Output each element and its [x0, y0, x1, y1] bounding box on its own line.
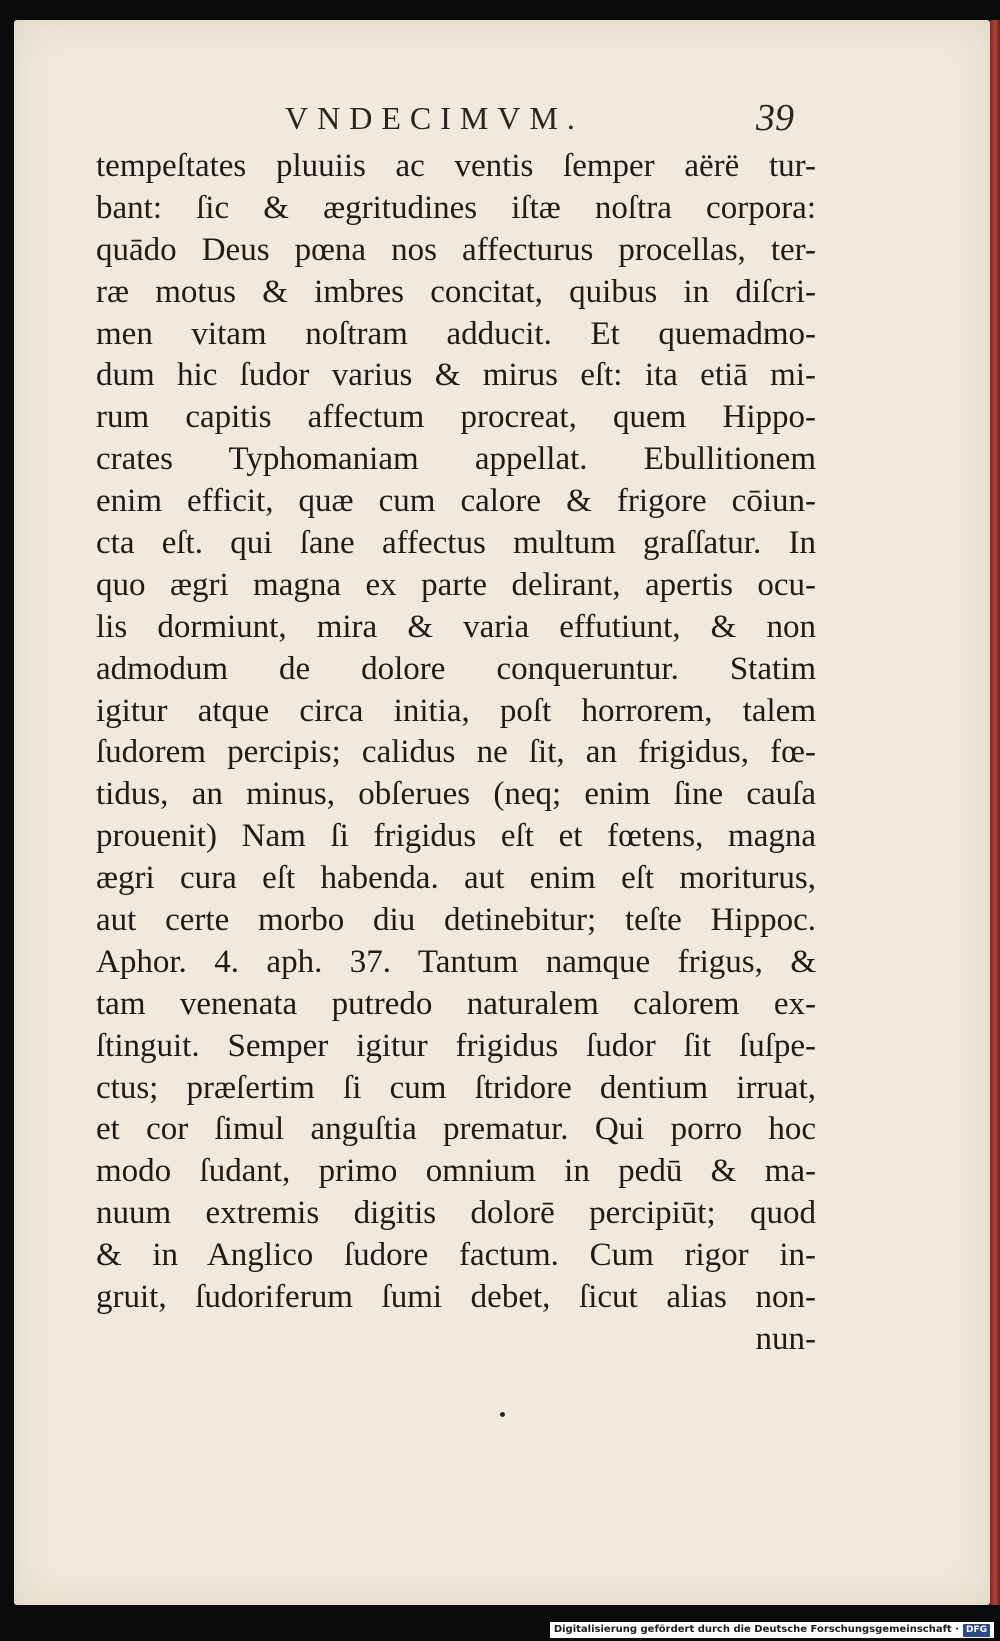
text-line: rum capitis affectum procreat, quem Hippo-: [96, 399, 816, 436]
footer-text: Digitalisierung gefördert durch die Deutsche Forschungsgemeinschaft ·: [553, 1624, 959, 1635]
text-line: et cor ſimul anguſtia prematur. Qui porro hoc: [96, 1111, 816, 1148]
text-line: igitur atque circa initia, poſt horrorem, talem: [96, 692, 816, 729]
text-line: ſtinguit. Semper igitur frigidus ſudor ſit ſuſpe-: [96, 1027, 816, 1064]
text-line: Aphor. 4. aph. 37. Tantum namque frigus, &: [96, 943, 816, 980]
text-line: lis dormiunt, mira & varia effutiunt, & non: [96, 608, 816, 645]
text-line: ægri cura eſt habenda. aut enim eſt moriturus,: [96, 860, 816, 897]
text-line: admodum de dolore conqueruntur. Statim: [96, 650, 816, 687]
text-line: bant: ſic & ægritudines iſtæ noſtra corpora:: [96, 189, 816, 226]
text-line: prouenit) Nam ſi frigidus eſt et fœtens, magna: [96, 818, 816, 855]
body-text: [96, 146, 816, 1361]
text-line: men vitam noſtram adducit. Et quemadmo-: [96, 315, 816, 352]
text-line: tidus, an minus, obſerues (neq; enim ſine cauſa: [96, 776, 816, 813]
page-number: 39: [756, 97, 794, 139]
text-line: crates Typhomaniam appellat. Ebullitionem: [96, 441, 816, 478]
text-line: cta eſt. qui ſane affectus multum graſſatur. In: [96, 525, 816, 562]
text-line: enim efficit, quæ cum calore & frigore cōiun-: [96, 483, 816, 520]
text-line: dum hic ſudor varius & mirus eſt: ita etiā mi-: [96, 357, 816, 394]
text-line: aut certe morbo diu detinebitur; teſte Hippoc.: [96, 902, 816, 939]
dfg-logo-icon: DFG: [963, 1624, 990, 1637]
text-line: modo ſudant, primo omnium in pedū & ma-: [96, 1153, 816, 1190]
text-line: tempeſtates pluuiis ac ventis ſemper aërë tur-: [96, 148, 816, 184]
digitization-footer: [550, 1622, 994, 1638]
text-line: quādo Deus pœna nos affecturus procellas, ter-: [96, 231, 816, 268]
text-line: nuum extremis digitis dolorē percipiūt; quod: [96, 1195, 816, 1232]
page-edge: [990, 20, 1000, 1605]
text-line: ctus; præſertim ſi cum ſtridore dentium irruat,: [96, 1069, 816, 1106]
catchword: nun-: [755, 1320, 816, 1357]
running-head: VNDECIMVM.: [285, 100, 584, 136]
text-line: tam venenata putredo naturalem calorem ex-: [96, 985, 816, 1022]
text-line: ræ motus & imbres concitat, quibus in diſcri-: [96, 273, 816, 310]
text-line: & in Anglico ſudore factum. Cum rigor in-: [96, 1237, 816, 1274]
text-line: quo ægri magna ex parte delirant, apertis ocu-: [96, 566, 816, 603]
ink-speck: [500, 1412, 505, 1417]
text-line: ſudorem percipis; calidus ne ſit, an frigidus, fœ-: [96, 734, 816, 771]
text-line: gruit, ſudoriferum ſumi debet, ſicut alias non-: [96, 1279, 816, 1316]
